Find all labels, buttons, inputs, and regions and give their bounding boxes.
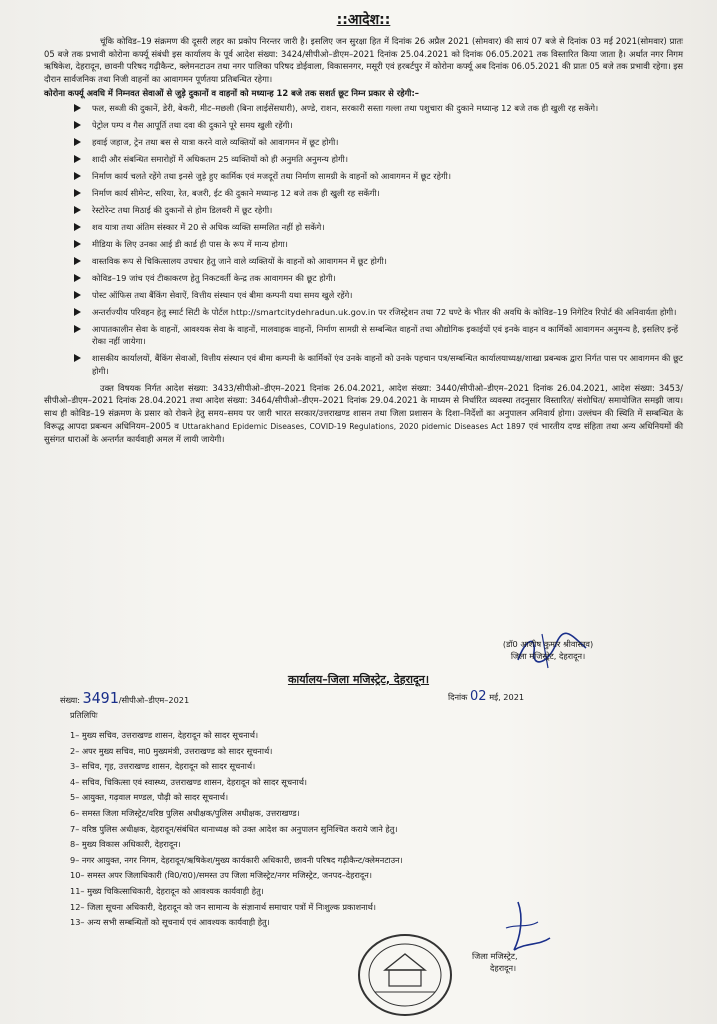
copy-recipient-item: 4– सचिव, चिकित्सा एवं स्वास्थ्य, उत्तराखण्ड शासन, देहरादून को सादर सूचनार्थ। [70, 776, 308, 787]
exemption-item: वास्तविक रूप से चिकित्सालय उपचार हेतु जाने वाले व्यक्तियों के वाहनों को आवागमन में छूट होगी। [74, 255, 683, 267]
official-seal-icon [355, 930, 455, 1020]
closing-tail: एवं भारतीय दण्ड संहिता तथा अन्य अधिनियमों की सुसंगत धाराओं के अन्तर्गत कार्यवाही अमल में लायी जायेगी। [44, 420, 683, 445]
signatory-title: जिला मजिस्ट्रेट, देहरादून। [510, 651, 586, 661]
exemption-item: मीडिया के लिए उनका आई डी कार्ड ही पास के रूप में मान्य होगा। [74, 238, 683, 250]
office-heading: कार्यालय–जिला मजिस्ट्रेट, देहरादून। [287, 673, 430, 686]
exemption-list [44, 102, 683, 377]
order-intro-paragraph: चूंकि कोविड–19 संक्रमण की दूसरी लहर का प्रकोप निरन्तर जारी है। इसलिए जन सुरक्षा हित में दिनांक 26 अप्रैल 2021 (सोमवार) की सायं 07 बजे से दिनांक 03 मई 2021(सोमवार) प्रातः 05 बजे तक प्रभावी कोरोना कर्फ्यू संबंधी इस कार्यालय के पूर्व आदेश संख्या: 3424/सीपीओ–डीएम–2021 दिनांक 25.04.2021 को दिनांक 06.05.2021 तक विस्तारित किया जाता है। अर्थात नगर निगम ऋषिकेश, देहरादून, छावनी परिषद गढ़ीकैन्ट, क्लेमनटाउन तथा नगर पालिका परिषद डोईवाला, विकासनगर, मसूरी एवं हरबर्टपुर में कोरोना कर्फ्यू अब दिनांक 06.05.2021 की प्रातः 05 बजे तक प्रभावी रहेगा। इस दौरान सार्वजनिक तथा निजी वाहनों का आवागमन पूर्णतया प्रतिबन्धित रहेगा। [44, 36, 683, 84]
exemption-item: रेस्टोरेन्ट तथा मिठाई की दुकानों से होम डिलवरी में छूट रहेगी। [74, 204, 683, 216]
closing-english: Uttarakhand Epidemic Diseases, COVID-19 Regulations, 2020 pidemic Diseases Act 1897 [182, 421, 526, 431]
date-field [448, 689, 524, 704]
exemption-item: कोविड–19 जांच एवं टीकाकरण हेतु निकटवर्ती केन्द्र तक आवागमन की छूट होगी। [74, 272, 683, 284]
date-label: दिनांक [448, 692, 468, 702]
exemption-item: निर्माण कार्य चलते रहेंगे तथा इनसे जुड़े हुए कार्मिक एवं मजदूरों तथा निर्माण सामग्री के वाहनों को आवागमन में छूट रहेगी। [74, 170, 683, 182]
number-label: संख्या: [60, 695, 80, 705]
signatory-block-2 [472, 950, 592, 974]
copy-recipient-item: 7– वरिष्ठ पुलिस अधीक्षक, देहरादून/संबंधित थानाध्यक्ष को उक्त आदेश का अनुपालन सुनिश्चित कराये जाने हेतु। [70, 823, 398, 834]
curfew-lead-text: कोरोना कर्फ्यू अवधि में निम्नवत सेवाओं से जुड़े दुकानों व वाहनों को मध्यान्ह 12 बजे तक सशर्त छूट निम्न प्रकार से रहेगी:– [44, 88, 419, 99]
copy-recipient-item: 3– सचिव, गृह, उत्तराखण्ड शासन, देहरादून को सादर सूचनार्थ। [70, 761, 256, 772]
exemption-item: शासकीय कार्यालयों, बैंकिंग सेवाओं, वित्तीय संस्थान एवं बीमा कम्पनी के कार्मिकों एंव उनके वाहनों को उनके पहचान पत्र/सम्बन्धित कार्यालयाध्यक्ष/शाखा प्रबन्धक द्वारा निर्गत पास पर आवागमन की छूट होगी। [74, 352, 683, 377]
copy-recipient-item: 5– आयुक्त, गढ़वाल मण्डल, पौढ़ी को सादर सूचनार्थ। [70, 792, 229, 803]
signatory-block-1 [448, 638, 648, 662]
copy-recipient-item: 8– मुख्य विकास अधिकारी, देहरादून। [70, 839, 181, 850]
copy-recipient-item: 13– अन्य सभी सम्बन्धितों को सूचनार्थ एवं आवश्यक कार्यवाही हेतु। [70, 917, 270, 928]
exemption-item: शव यात्रा तथा अंतिम संस्कार में 20 से अधिक व्यक्ति सम्मलित नहीं हो सकेंगे। [74, 221, 683, 233]
signatory-2-title-1: जिला मजिस्ट्रेट, [472, 951, 518, 961]
exemption-item: पोस्ट ऑफिस तथा बैंकिंग सेवाऐं, वित्तीय संस्थान एवं बीमा कम्पनी यथा समय खुले रहेंगे। [74, 289, 683, 301]
order-title: ::आदेश:: [336, 12, 391, 28]
copy-recipient-item: 12– जिला सूचना अधिकारी, देहरादून को जन सामान्य के संज्ञानार्थ समाचार पत्रों में निःशुल्क प्रकाशनार्थ। [70, 901, 377, 912]
signature-2-icon [498, 898, 558, 958]
closing-paragraph [44, 382, 683, 446]
exemption-item: पेट्रोल पम्प व गैस आपूर्ति तथा दवा की दुकाने पूरे समय खुली रहेंगी। [74, 119, 683, 131]
copy-recipient-item: 2– अपर मुख्य सचिव, मा0 मुख्यमंत्री, उत्तराखण्ड को सादर सूचनार्थ। [70, 745, 273, 756]
copy-recipient-item: 10– समस्त अपर जिलाधिकारी (वि0/रा0)/समस्त उप जिला मजिस्ट्रेट/नगर मजिस्ट्रेट, जनपद–देहरादून। [70, 870, 372, 881]
copy-recipient-item: 11– मुख्य चिकित्साधिकारी, देहरादून को आवश्यक कार्यवाही हेतु। [70, 885, 264, 896]
number-value: 3491 [82, 689, 119, 707]
number-suffix: /सीपीओ–डीएम–2021 [118, 695, 190, 705]
exemption-item: शादी और संबन्धित समारोहों में अधिकतम 25 व्यक्तियों को ही अनुमति अनुमन्य होगी। [74, 153, 683, 165]
copy-recipient-item: 1– मुख्य सचिव, उत्तराखण्ड शासन, देहरादून को सादर सूचनार्थ। [70, 730, 259, 740]
exemption-item: हवाई जहाज, ट्रेन तथा बस से यात्रा करने वाले व्यक्तियों को आवागमन में छूट होगी। [74, 136, 683, 148]
copy-recipient-item: 9– नगर आयुक्त, नगर निगम, देहरादून/ऋषिकेश/मुख्य कार्यकारी अधिकारी, छावनी परिषद गढ़ीकैन्ट/क्लेमनटाउन। [70, 854, 403, 865]
date-day: 02 [470, 689, 487, 704]
date-rest: मई, 2021 [489, 692, 525, 702]
signatory-2-title-2: देहरादून। [490, 963, 517, 973]
exemption-item: आपातकालीन सेवा के वाहनों, आवश्यक सेवा के वाहनों, मालवाहक वाहनों, निर्माण सामग्री से सम्बन्धित वाहनों तथा औद्योगिक इकाईयों एवं इनके वाहन व कार्मिकों आवागमन अनुमन्य है, इसलिए इन्हें रोका नहीं जायेगा। [74, 323, 683, 348]
reference-line [60, 689, 660, 707]
exemption-item: फल, सब्जी की दुकानें, डेरी, बेकरी, मीट–मछली (बिना लाईसेंसधारी), अण्डे, राशन, सरकारी सस्ता गल्ला तथा पशुचारा की दुकाने मध्यान्ह 12 बजे तक ही खुली रह सकेंगे। [74, 102, 683, 114]
exemption-item: निर्माण कार्य सीमेन्ट, सरिया, रेत, बजरी, ईट की दुकाने मध्यान्ह 12 बजे तक ही खुली रह सकेंगी। [74, 187, 683, 199]
copy-recipient-item: 6– समस्त जिला मजिस्ट्रेट/वरिष्ठ पुलिस अधीक्षक/पुलिस अधीक्षक, उत्तराखण्ड। [70, 807, 300, 818]
signatory-name: (डॉ0 आशीष कुमार श्रीवास्तव) [502, 639, 594, 649]
closing-hindi: उक्त विषयक निर्गत आदेश संख्या: 3433/सीपीओ–डीएम–2021 दिनांक 26.04.2021, आदेश संख्या: 3440/सीपीओ–डीएम–2021 दिनांक 26.04.2021, आदेश संख्या: 3453/सीपीओ–डीएम–2021 दिनांक 28.04.2021 तथा आदेश संख्या: 3464/सीपीओ–डीएम–2021 दिनांक 29.04.2021 के माध्यम से निर्धारित व्यवस्था तदनुसार विस्तारित/ संशोधित/ समायोजित समझी जाय। साथ ही कोविड–19 संक्रमण के प्रसार को रोकने हेतु समय–समय पर जारी भारत सरकार/उत्तराखण्ड शासन तथा जिला प्रशासन के दिशा–निर्देशों का अनुपालन अनिवार्य होगा। उल्लंघन की स्थिति में सम्बन्धित के विरूद्ध आपदा प्रबन्धन अधिनियम–2005 व [44, 382, 683, 431]
copy-label: प्रतिलिपिः [70, 710, 98, 720]
exemption-item: अन्तर्राज्यीय परिवहन हेतु स्मार्ट सिटी के पोर्टल http://smartcitydehradun.uk.gov.in पर रजिस्ट्रेशन तथा 72 घण्टे के भीतर की अवधि के कोविड–19 निगेटिव रिपोर्ट की अनिवार्यता होगी। [74, 306, 683, 318]
